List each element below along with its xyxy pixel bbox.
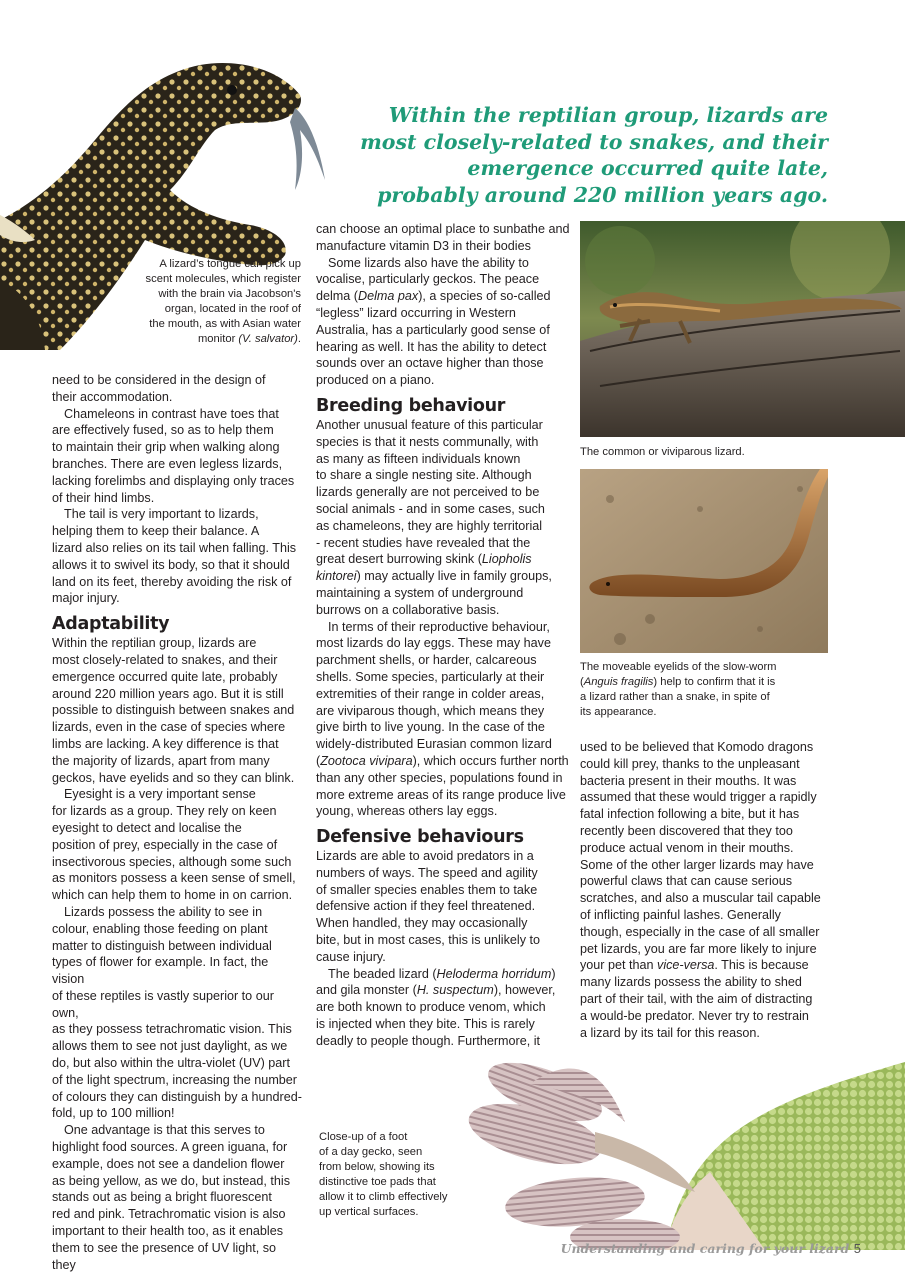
text-line: When handled, they may occasionally	[316, 916, 528, 931]
text-line: position of prey, especially in the case of	[52, 837, 278, 852]
text-line: insectivorous species, although some such	[52, 854, 292, 869]
text-line: Chameleons in contrast have toes that	[64, 406, 279, 421]
paragraph	[580, 739, 835, 1041]
paragraph	[52, 1122, 302, 1273]
text-line: as chameleons, they are highly territorial	[316, 518, 543, 533]
text-line: of their hind limbs.	[52, 490, 155, 505]
text-line: eyesight to detect and localise the	[52, 820, 242, 835]
text-line: vocalise, particularly geckos. The peace	[316, 272, 540, 287]
text-line: allows them to see not just daylight, as we	[52, 1039, 288, 1054]
text-line: H. suspectum	[416, 983, 494, 998]
text-line: of the light spectrum, increasing the number	[52, 1072, 298, 1087]
text-line: defensive action if they feel threatened.	[316, 899, 536, 914]
text-line: Lizards are able to avoid predators in a	[316, 849, 534, 864]
column-1	[52, 372, 302, 1273]
text-line: bacteria present in their mouths. It was	[580, 773, 797, 788]
text-line: which can help them to home in on carrion.	[52, 888, 293, 903]
column-2	[316, 221, 571, 1050]
heading-breeding: Breeding behaviour	[316, 395, 506, 416]
text-line: to maintain their grip when walking along	[52, 440, 280, 455]
text-line: - recent studies have revealed that the	[316, 535, 531, 550]
paragraph	[316, 619, 571, 821]
text-line: of smaller species enables them to take	[316, 882, 538, 897]
text-line: hearing as well. It has the ability to detect	[316, 339, 547, 354]
text-line: lacking forelimbs and displaying only traces	[52, 473, 295, 488]
text-line: ) may actually live in family groups,	[356, 569, 552, 584]
text-line: need to be considered in the design of	[52, 373, 266, 387]
paragraph	[316, 255, 571, 389]
text-line: produced on a piano.	[316, 373, 435, 388]
caption-text: The common or viviparous lizard.	[580, 446, 745, 458]
text-line: delma (	[316, 289, 358, 304]
heading-adaptability: Adaptability	[52, 614, 170, 635]
text-line: burrows on a collaborative basis.	[316, 602, 500, 617]
text-line: pet lizards, you are far more likely to injure	[580, 941, 817, 956]
text-line: The beaded lizard (	[328, 966, 437, 981]
text-line: “legless” lizard occurring in Western	[316, 305, 516, 320]
paragraph	[52, 506, 302, 607]
slow-worm-caption	[580, 660, 820, 720]
text-line: could kill prey, thanks to the unpleasant	[580, 756, 800, 771]
text-line: emergence occurred quite late, probably	[52, 669, 278, 684]
text-line: deadly to people though. Furthermore, it	[316, 1033, 541, 1048]
caption-line: a lizard rather than a snake, in spite of	[580, 691, 770, 703]
text-line: Lizards possess the ability to see in	[64, 904, 263, 919]
text-line: Eyesight is a very important sense	[64, 787, 256, 802]
gecko-foot-photo	[435, 1062, 905, 1250]
caption-species: Anguis fragilis	[583, 676, 654, 688]
text-line: manufacture vitamin D3 in their bodies	[316, 238, 531, 253]
text-line: One advantage is that this serves to	[64, 1123, 265, 1138]
text-line: of inflicting painful lashes. Generally	[580, 907, 781, 922]
text-line: can choose an optimal place to sunbathe and	[316, 222, 570, 236]
heading-defensive: Defensive behaviours	[316, 827, 524, 848]
pull-quote-text: Within the reptilian group, lizards are most closely-related to snakes, and their emergence occurred quite late, probably around 220 million years ago.	[360, 103, 828, 207]
paragraph	[316, 221, 571, 255]
text-line: for lizards as a group. They rely on keen	[52, 804, 277, 819]
text-line: ), which occurs further north	[412, 753, 569, 768]
text-line: Australia, has a particularly good sense of	[316, 322, 550, 337]
text-line: a lizard by its tail for this reason.	[580, 1025, 760, 1040]
text-line: give birth to live young. In the case of the	[316, 720, 545, 735]
text-line: most lizards do lay eggs. These may have	[316, 636, 551, 651]
caption-line: with the brain via Jacobson's	[158, 288, 301, 300]
text-line: lizard also relies on its tail when falling. This	[52, 540, 297, 555]
caption-line: of a day gecko, seen	[319, 1146, 423, 1158]
text-line: limbs are lacking. A key difference is that	[52, 736, 279, 751]
text-line: Another unusual feature of this particular	[316, 417, 543, 432]
paragraph	[52, 786, 302, 904]
text-line: Zootoca vivipara	[320, 753, 413, 768]
text-line: of these reptiles is vastly superior to our own,	[52, 988, 274, 1020]
text-line: . This is because	[714, 958, 809, 973]
text-line: of colours they can distinguish by a hundred-	[52, 1089, 302, 1104]
text-line: as monitors possess a keen sense of smell,	[52, 871, 296, 886]
text-line: young, whereas others lay eggs.	[316, 804, 498, 819]
text-line: Heloderma horridum	[436, 966, 552, 981]
text-line: is injected when they bite. This is rarely	[316, 1017, 535, 1032]
caption-line: from below, showing its	[319, 1161, 435, 1173]
caption-line: monitor	[197, 333, 239, 345]
text-line: matter to distinguish between individual	[52, 938, 272, 953]
text-line: to share a single nesting site. Although	[316, 468, 532, 483]
slow-worm-photo	[580, 469, 828, 653]
text-line: a would-be predator. Never try to restrain	[580, 1008, 809, 1023]
gecko-foot-caption	[319, 1130, 469, 1220]
caption-line: allow it to climb effectively	[319, 1191, 448, 1203]
text-line: branches. There are even legless lizards,	[52, 456, 283, 471]
page-number: 5	[853, 1241, 861, 1256]
text-line: great desert burrowing skink (	[316, 552, 482, 567]
text-line: Liopholis	[481, 552, 532, 567]
text-line: parchment shells, or harder, calcareous	[316, 653, 537, 668]
paragraph	[52, 904, 302, 1122]
text-line: powerful claws that can cause serious	[580, 874, 793, 889]
text-line: and gila monster (	[316, 983, 417, 998]
text-line: ), however,	[493, 983, 556, 998]
text-line: as they possess tetrachromatic vision. This	[52, 1022, 292, 1037]
page-footer	[561, 1240, 861, 1258]
paragraph	[316, 966, 571, 1050]
monitor-caption	[118, 257, 301, 347]
text-line: as being yellow, as we do, but instead, this	[52, 1173, 291, 1188]
common-lizard-photo	[580, 221, 905, 437]
text-line: Within the reptilian group, lizards are	[52, 636, 257, 651]
caption-line: up vertical surfaces.	[319, 1206, 419, 1218]
caption-line: its appearance.	[580, 706, 657, 718]
text-line: are effectively fused, so as to help them	[52, 423, 274, 438]
caption-line: distinctive toe pads that	[319, 1176, 436, 1188]
caption-line: organ, located in the roof of	[164, 303, 301, 315]
paragraph	[52, 372, 302, 406]
text-line: more extreme areas of its range produce live	[316, 787, 566, 802]
text-line: do, but also within the ultra-violet (UV) part	[52, 1056, 290, 1071]
text-line: lizards generally are not perceived to be	[316, 485, 540, 500]
text-line: bite, but in most cases, this is unlikely to	[316, 933, 540, 948]
text-line: red and pink. Tetrachromatic vision is also	[52, 1207, 286, 1222]
text-line: allows it to swivel its body, so that it should	[52, 557, 290, 572]
text-line: major injury.	[52, 591, 120, 606]
caption-line: .	[297, 333, 301, 345]
text-line: maintaining a system of underground	[316, 585, 524, 600]
text-line: Delma pax	[358, 289, 419, 304]
text-line: most closely-related to snakes, and their	[52, 652, 278, 667]
common-lizard-caption	[580, 445, 745, 460]
text-line: Some of the other larger lizards may have	[580, 857, 814, 872]
text-line: though, especially in the case of all smaller	[580, 924, 820, 939]
text-line: highlight food sources. A green iguana, for	[52, 1140, 288, 1155]
text-line: assumed that these would trigger a rapidly	[580, 790, 817, 805]
caption-line: ) help to confirm that it is	[653, 676, 776, 688]
text-line: part of their tail, with the aim of distracting	[580, 991, 813, 1006]
text-line: )	[551, 966, 556, 981]
caption-line: scent molecules, which register	[145, 273, 301, 285]
text-line: colour, enabling those feeding on plant	[52, 921, 268, 936]
text-line: are viviparous though, which means they	[316, 703, 545, 718]
text-line: as many as fifteen individuals known	[316, 451, 521, 466]
caption-line: the mouth, as with Asian water	[149, 318, 301, 330]
text-line: cause injury.	[316, 949, 386, 964]
text-line: In terms of their reproductive behaviour,	[328, 619, 550, 634]
paragraph	[316, 848, 571, 966]
text-line: The tail is very important to lizards,	[64, 507, 259, 522]
caption-line: (	[580, 676, 584, 688]
text-line: used to be believed that Komodo dragons	[580, 740, 814, 754]
column-3	[580, 739, 835, 1041]
footer-title: Understanding and caring for your lizard	[560, 1241, 850, 1256]
text-line: extremities of their range in colder areas,	[316, 686, 545, 701]
text-line: kintorei	[316, 569, 357, 584]
text-line: types of flower for example. In fact, the vision	[52, 955, 269, 987]
text-line: shells. Some species, particularly at their	[316, 669, 545, 684]
text-line: them to see the presence of UV light, so they	[52, 1240, 277, 1272]
text-line: possible to distinguish between snakes and	[52, 703, 295, 718]
text-line: lizards, even in the case of species where	[52, 720, 286, 735]
paragraph	[52, 406, 302, 507]
text-line: helping them to keep their balance. A	[52, 524, 260, 539]
caption-line: Close-up of a foot	[319, 1131, 408, 1143]
text-line: recently been discovered that they too	[580, 823, 793, 838]
text-line: around 220 million years ago. But it is still	[52, 686, 284, 701]
text-line: (	[316, 753, 321, 768]
text-line: fatal infection following a bite, but it has	[580, 807, 800, 822]
text-line: social animals - and in some cases, such	[316, 501, 545, 516]
text-line: widely-distributed Eurasian common lizard	[316, 737, 552, 752]
pull-quote	[360, 102, 828, 208]
text-line: ), a species of so-called	[418, 289, 551, 304]
text-line: species is that it nests communally, with	[316, 434, 539, 449]
text-line: important to their health too, as it enables	[52, 1224, 284, 1239]
text-line: land on its feet, thereby avoiding the risk of	[52, 574, 292, 589]
caption-species: (V. salvator)	[238, 333, 298, 345]
caption-line: A lizard’s tongue can pick up	[159, 258, 301, 270]
text-line: numbers of ways. The speed and agility	[316, 865, 538, 880]
text-line: many lizards possess the ability to shed	[580, 975, 802, 990]
text-line: are both known to produce venom, which	[316, 1000, 546, 1015]
text-line: Some lizards also have the ability to	[328, 255, 529, 270]
text-line: scratches, and also a muscular tail capable	[580, 891, 821, 906]
text-line: your pet than	[580, 958, 658, 973]
text-line: geckos, have eyelids and so they can blink.	[52, 770, 295, 785]
paragraph	[52, 635, 302, 786]
text-line: stands out as being a bright fluorescent	[52, 1190, 272, 1205]
caption-line: The moveable eyelids of the slow-worm	[580, 661, 777, 673]
text-line: than any other species, populations found in	[316, 770, 563, 785]
paragraph	[316, 417, 571, 619]
text-line: their accommodation.	[52, 389, 173, 404]
text-line: example, does not see a dandelion flower	[52, 1156, 285, 1171]
text-line: vice-versa	[657, 958, 715, 973]
text-line: fold, up to 100 million!	[52, 1106, 175, 1121]
text-line: the majority of lizards, apart from many	[52, 753, 270, 768]
text-line: sounds over an octave higher than those	[316, 356, 544, 371]
text-line: produce actual venom in their mouths.	[580, 840, 794, 855]
